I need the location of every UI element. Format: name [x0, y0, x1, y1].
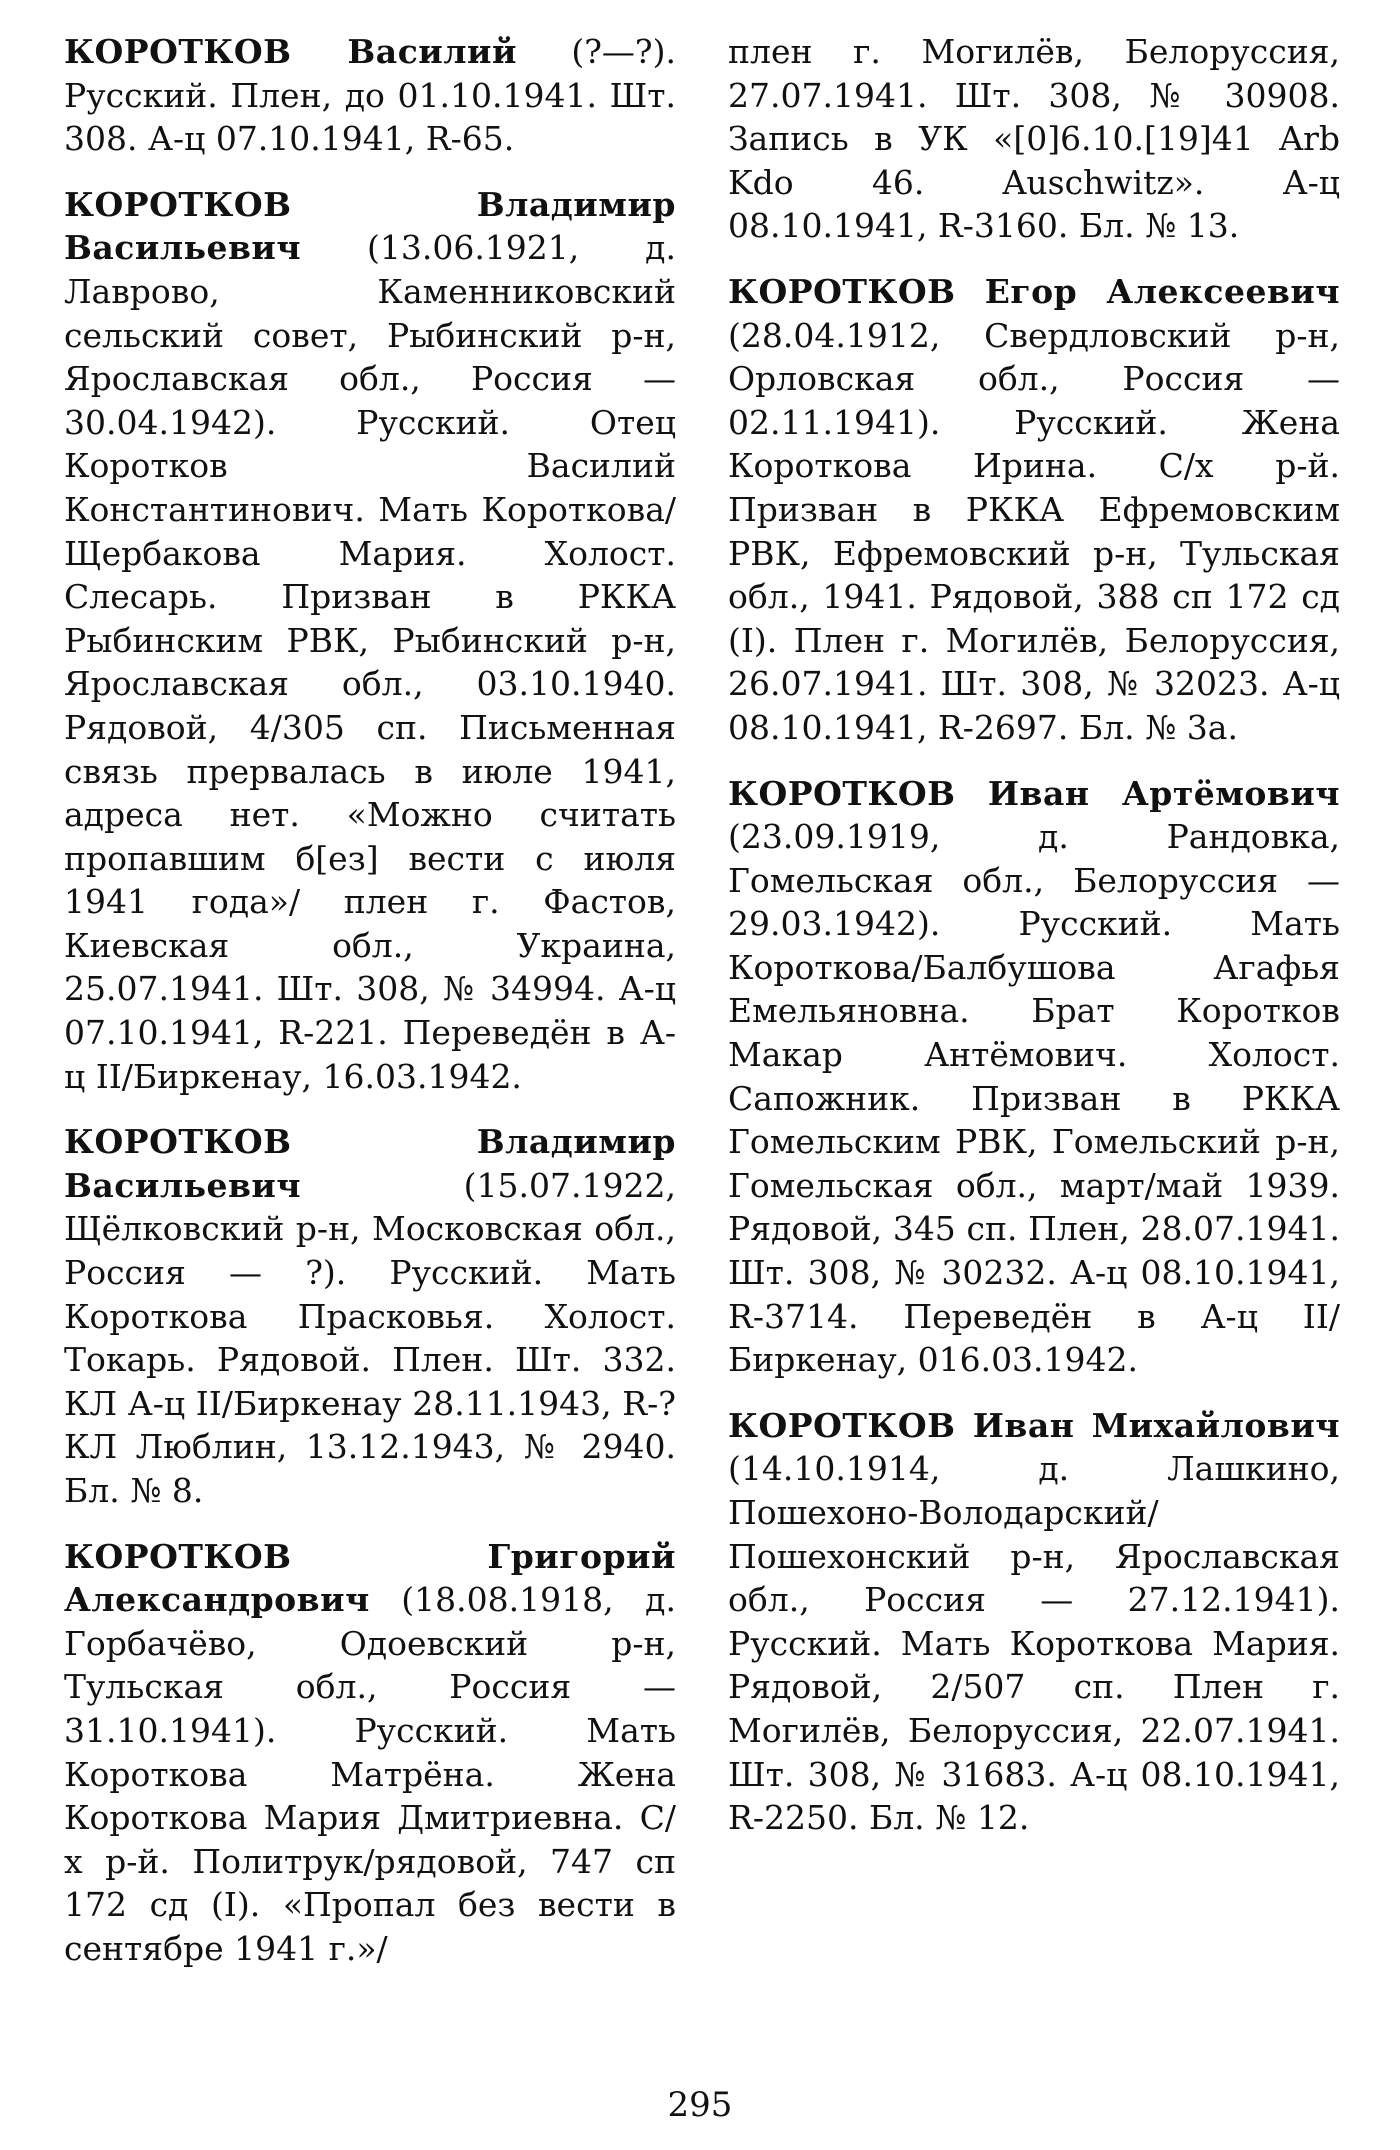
entry — [728, 772, 1340, 1382]
right-column — [728, 30, 1340, 1862]
entry-text: плен г. Могилёв, Белоруссия, 27.07.1941. Шт. 308, № 30908. Запись в УК «[0]6.10.[19]41 Arb Kdo 46. Auschwitz». А-ц 08.10.1941, R-3160. Бл. № 13. — [728, 32, 1340, 246]
entry-name: КОРОТКОВ Иван Михайлович — [728, 1405, 1340, 1445]
entry — [64, 1120, 676, 1512]
entry-text: (23.09.1919, д. Рандовка, Гомельская обл., Белоруссия — 29.03.1942). Русский. Мать Короткова/Балбушова Агафья Емельяновна. Брат Коротков Макар Антёмович. Холост. Сапожник. Призван в РККА Гомельским РВК, Гомельский р-н, Гомельская обл., март/май 1939. Рядовой, 345 сп. Плен, 28.07.1941. Шт. 308, № 30232. А-ц 08.10.1941, R-3714. Переведён в А-ц II/Биркенау, 016.03.1942. — [728, 817, 1340, 1380]
entry-text: (28.04.1912, Свердловский р-н, Орловская обл., Россия — 02.11.1941). Русский. Жена Короткова Ирина. С/х р-й. Призван в РККА Ефремовским РВК, Ефремовский р-н, Тульская обл., 1941. Рядовой, 388 сп 172 сд (I). Плен г. Могилёв, Белоруссия, 26.07.1941. Шт. 308, № 32023. А-ц 08.10.1941, R-2697. Бл. № 3а. — [728, 315, 1340, 747]
entry-name: КОРОТКОВ Василий — [64, 32, 517, 71]
entry-name: КОРОТКОВ Егор Алексеевич — [728, 271, 1340, 311]
entry-text: (?—?). Русский. Плен, до 01.10.1941. Шт. 308. А-ц 07.10.1941, R-65. — [64, 32, 676, 159]
entry-name: КОРОТКОВ Григорий Александрович — [64, 1536, 676, 1620]
entry — [64, 30, 676, 161]
entry — [64, 1535, 676, 1971]
entry — [728, 270, 1340, 750]
entry-name: КОРОТКОВ Владимир Васильевич — [64, 1122, 676, 1205]
entry-name: КОРОТКОВ Иван Артёмович — [728, 773, 1340, 813]
entry-text: (14.10.1914, д. Лашкино, Пошехоно-Володарский/Пошехонский р-н, Ярославская обл., Россия — 27.12.1941). Русский. Мать Короткова Мария. Рядовой, 2/507 сп. Плен г. Могилёв, Белоруссия, 22.07.1941. Шт. 308, № 31683. А-ц 08.10.1941, R-2250. Бл. № 12. — [728, 1449, 1340, 1838]
left-column — [64, 30, 676, 1993]
entry-continuation — [728, 30, 1340, 248]
entry-text: (15.07.1922, Щёлковский р-н, Московская обл., Россия — ?). Русский. Мать Короткова Прасковья. Холост. Токарь. Рядовой. Плен. Шт. 332. КЛ А-ц II/Биркенау 28.11.1943, R-? КЛ Люблин, 13.12.1943, № 2940. Бл. № 8. — [64, 1165, 676, 1510]
entry-text: (18.08.1918, д. Горбачёво, Одоевский р-н, Тульская обл., Россия — 31.10.1941). Русский. Мать Короткова Матрёна. Жена Короткова Мария Дмитриевна. С/х р-й. Политрук/рядовой, 747 сп 172 сд (I). «Пропал без вести в сентябре 1941 г.»/ — [64, 1580, 676, 1968]
entry — [64, 183, 676, 1098]
entry-text: (13.06.1921, д. Лаврово, Каменниковский сельский совет, Рыбинский р-н, Ярославская обл., Россия — 30.04.1942). Русский. Отец Коротков Василий Константинович. Мать Короткова/Щербакова Мария. Холост. Слесарь. Призван в РККА Рыбинским РВК, Рыбинский р-н, Ярославская обл., 03.10.1940. Рядовой, 4/305 сп. Письменная связь прервалась в июле 1941, адреса нет. «Можно считать пропавшим б[ез] вести с июля 1941 года»/ плен г. Фастов, Киевская обл., Украина, 25.07.1941. Шт. 308, № 34994. А-ц 07.10.1941, R-221. Переведён в А-ц II/Биркенау, 16.03.1942. — [64, 228, 676, 1096]
entry-name: КОРОТКОВ Владимир Васильевич — [64, 184, 676, 268]
page-number: 295 — [667, 2085, 733, 2125]
entry — [728, 1404, 1340, 1840]
